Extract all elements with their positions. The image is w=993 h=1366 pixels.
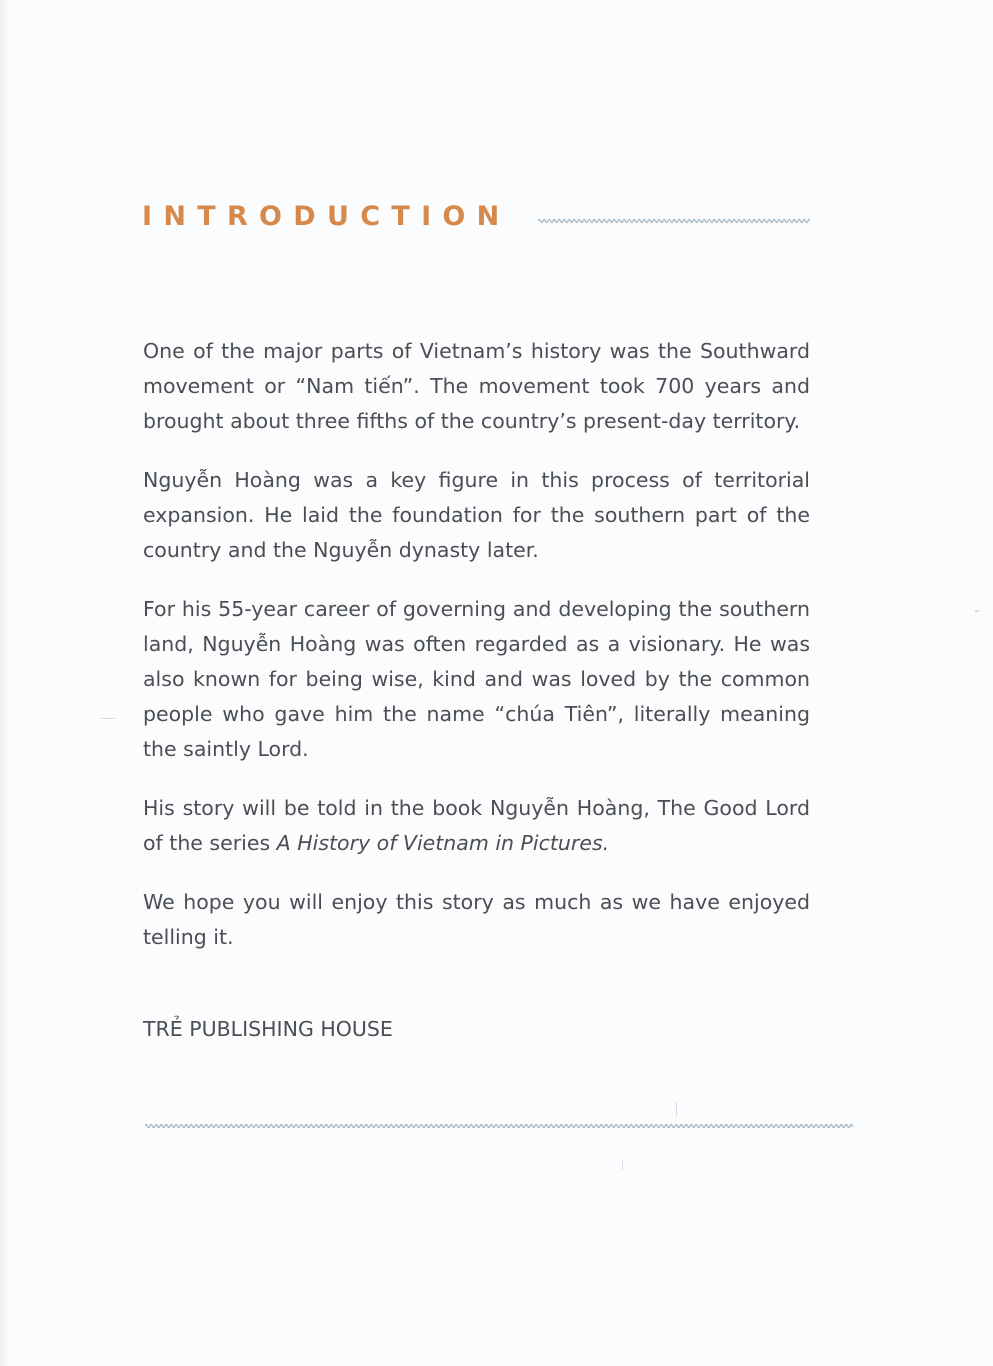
introduction-body — [143, 334, 810, 979]
paper-speck — [676, 1102, 677, 1116]
wavy-divider-bottom — [145, 1122, 853, 1130]
paragraph-2: Nguyễn Hoàng was a key figure in this process of territorial expansion. He laid the foundation for the southern part of the country and the Nguyễn dynasty later. — [143, 468, 810, 562]
page-edge-shadow — [0, 0, 10, 1366]
paragraph-4-text: His story will be told in the book Nguyễn Hoàng, The Good Lord of the series — [143, 796, 810, 855]
heading-row — [142, 197, 812, 237]
series-title: A History of Vietnam in Pictures. — [276, 831, 610, 855]
paper-speck — [622, 1160, 623, 1170]
paper-speck — [101, 718, 115, 719]
page-title: INTRODUCTION — [142, 201, 511, 232]
paragraph-1: One of the major parts of Vietnam’s history was the Southward movement or “Nam tiến”. The movement took 700 years and brought about three fifths of the country’s present-day territory. — [143, 339, 810, 433]
publisher-signature: TRẺ PUBLISHING HOUSE — [143, 1017, 393, 1041]
paragraph-3: For his 55-year career of governing and developing the southern land, Nguyễn Hoàng was often regarded as a visionary. He was also known for being wise, kind and was loved by the common people who gave him the name “chúa Tiên”, literally meaning the saintly Lord. — [143, 597, 810, 761]
wavy-divider-top — [538, 217, 810, 225]
paper-speck — [975, 610, 979, 612]
paragraph-5: We hope you will enjoy this story as much as we have enjoyed telling it. — [143, 890, 810, 949]
paragraph-4 — [143, 791, 810, 861]
